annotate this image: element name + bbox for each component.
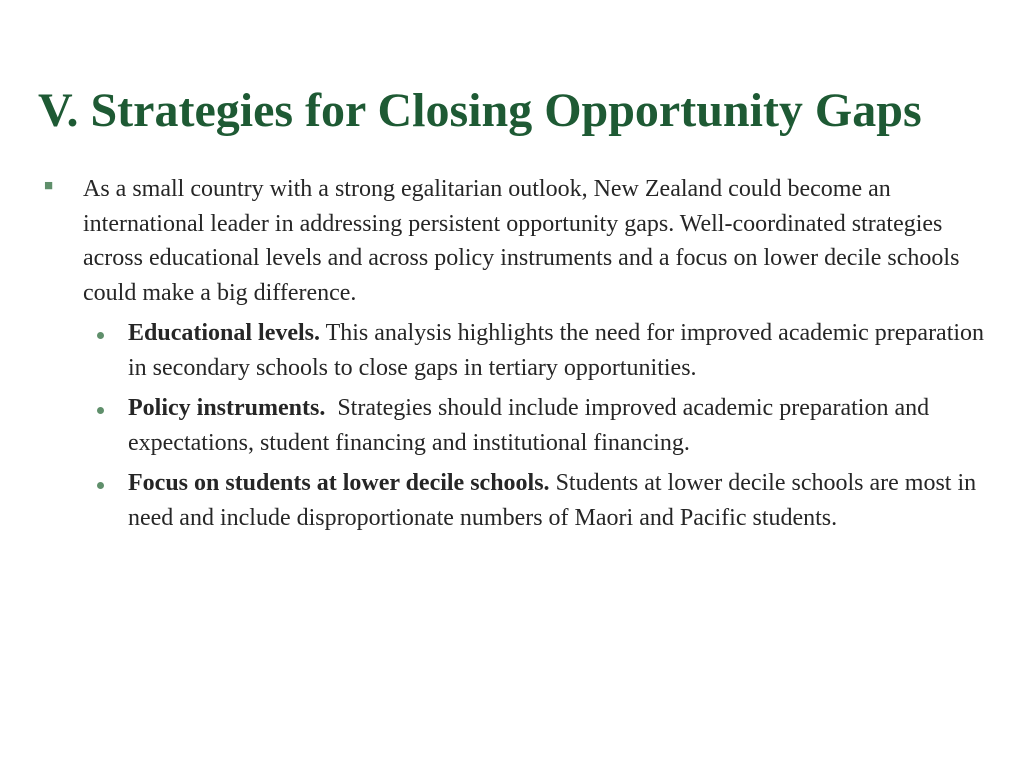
slide-content: [40, 172, 990, 541]
sub-bullet-policy-instruments: [40, 391, 990, 460]
round-bullet-icon: [97, 407, 104, 414]
bullet-main-text: As a small country with a strong egalitarian outlook, New Zealand could become an international leader in addressing persistent opportunity gaps. Well-coordinated strategies across educational levels and across policy instruments and a focus on lower decile schools could make a big difference.: [83, 176, 960, 306]
sub-bullet-lead: Policy instruments.: [128, 395, 326, 421]
sub-bullet-lead: Educational levels.: [128, 320, 321, 346]
round-bullet-icon: [97, 332, 104, 339]
slide-title: V. Strategies for Closing Opportunity Gaps: [38, 84, 922, 137]
sub-bullet-text: Students at lower decile schools are most in need and include disproportionate numbers of Maori and Pacific students.: [128, 470, 977, 531]
square-bullet-icon: ■: [44, 178, 54, 194]
sub-bullet-lower-decile-schools: [40, 466, 990, 535]
sub-bullet-text: Strategies should include improved academic preparation and expectations, student financing and institutional financing.: [128, 395, 936, 456]
bullet-main: [40, 172, 990, 310]
sub-bullet-list: [40, 316, 990, 535]
round-bullet-icon: [97, 482, 104, 489]
sub-bullet-text: This analysis highlights the need for improved academic preparation in secondary schools to close gaps in tertiary opportunities.: [128, 320, 985, 381]
sub-bullet-educational-levels: [40, 316, 990, 385]
sub-bullet-lead: Focus on students at lower decile schools.: [128, 470, 550, 496]
